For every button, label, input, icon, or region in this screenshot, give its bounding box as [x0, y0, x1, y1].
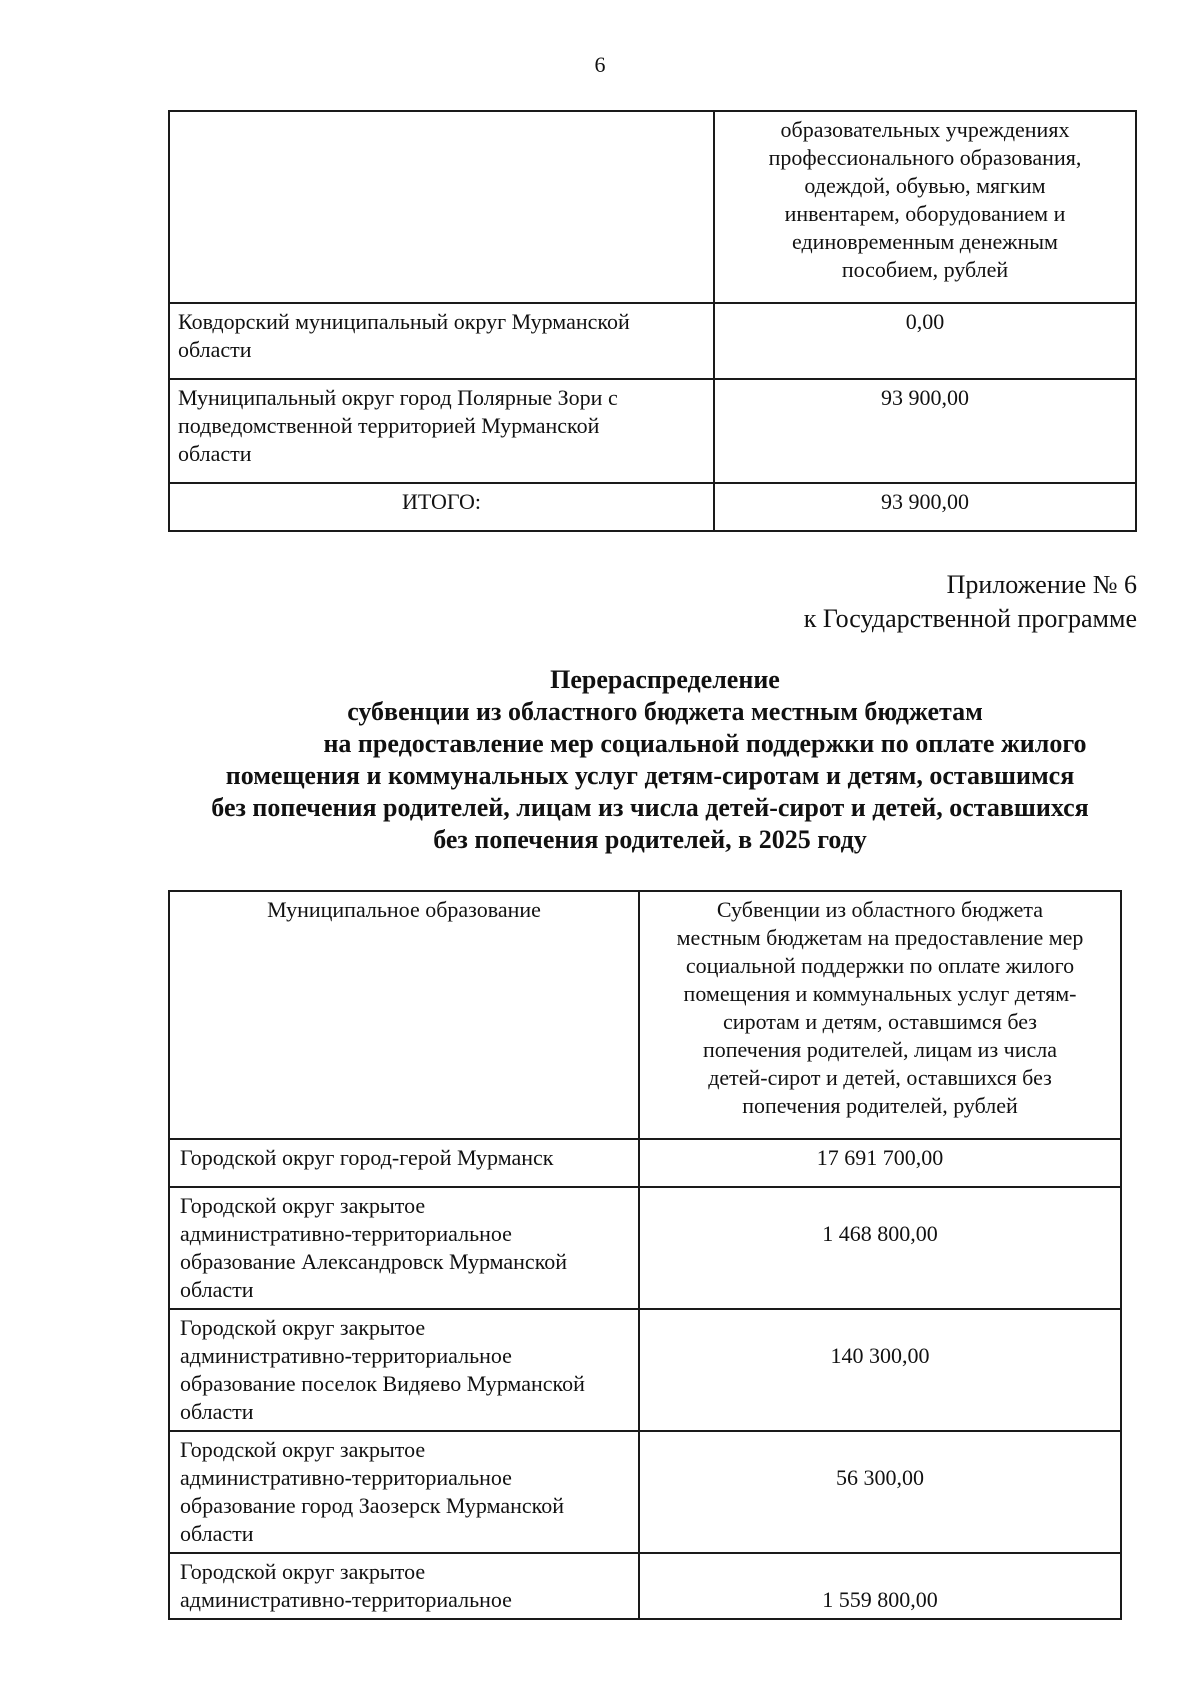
header-cell-continued	[714, 111, 1136, 303]
municipality-line: административно-территориальное	[180, 1587, 512, 1612]
municipality-line: Ковдорский муниципальный округ Мурманской	[178, 309, 630, 334]
amount-cell	[639, 1309, 1121, 1431]
table-row	[169, 1309, 1121, 1431]
municipality-line: области	[178, 441, 252, 466]
appendix-caption	[804, 568, 1137, 636]
header-line: детей-сирот и детей, оставшихся без	[708, 1065, 1052, 1090]
table-row	[169, 1187, 1121, 1309]
table-header-row	[169, 111, 1136, 303]
amount-value: 56 300,00	[836, 1465, 924, 1490]
title-line: на предоставление мер социальной поддержки по оплате жилого	[323, 729, 1087, 758]
total-value: 93 900,00	[714, 483, 1136, 531]
municipality-line: образование город Заозерск Мурманской	[180, 1493, 565, 1518]
table-header-row	[169, 891, 1121, 1139]
document-title	[150, 664, 1150, 856]
municipality-line: административно-территориальное	[180, 1343, 512, 1368]
municipality-line: области	[180, 1399, 254, 1424]
municipality-line: административно-территориальное	[180, 1221, 512, 1246]
table-row	[169, 1553, 1121, 1619]
municipality-line: Городской округ город-герой Мурманск	[180, 1145, 554, 1170]
title-line: Перераспределение	[550, 665, 780, 694]
municipality-line: области	[180, 1521, 254, 1546]
municipality-line: Городской округ закрытое	[180, 1437, 426, 1462]
header-line: пособием, рублей	[841, 257, 1009, 282]
amount-value: 140 300,00	[830, 1343, 930, 1368]
title-line: помещения и коммунальных услуг детям-сиротам и детям, оставшимся	[225, 761, 1075, 790]
total-label: ИТОГО:	[169, 483, 714, 531]
header-line: местным бюджетам на предоставление мер	[676, 925, 1084, 950]
municipality-line: Городской округ закрытое	[180, 1559, 426, 1584]
header-line: социальной поддержки по оплате жилого	[685, 953, 1075, 978]
page-number: 6	[594, 52, 606, 77]
municipality-cell	[169, 1309, 639, 1431]
municipality-line: области	[178, 337, 252, 362]
header-line: попечения родителей, рублей	[742, 1093, 1018, 1118]
amount-value: 1 468 800,00	[822, 1221, 938, 1246]
municipality-line: Городской округ закрытое	[180, 1315, 426, 1340]
table-row	[169, 303, 1136, 379]
header-line: образовательных учреждениях	[780, 117, 1070, 142]
title-line: без попечения родителей, в 2025 году	[433, 825, 867, 854]
municipality-cell	[169, 1431, 639, 1553]
appendix-reference: к Государственной программе	[803, 604, 1137, 633]
total-row	[169, 483, 1136, 531]
municipality-line: образование поселок Видяево Мурманской	[180, 1371, 585, 1396]
header-line: Субвенции из областного бюджета	[716, 897, 1044, 922]
header-line: помещения и коммунальных услуг детям-	[683, 981, 1077, 1006]
header-line: попечения родителей, лицам из числа	[702, 1037, 1057, 1062]
municipality-line: Муниципальный округ город Полярные Зори с	[178, 385, 618, 410]
municipality-line: Городской округ закрытое	[180, 1193, 426, 1218]
header-cell-empty	[169, 111, 714, 303]
table-row	[169, 379, 1136, 483]
amount-cell: 1 559 800,00	[639, 1553, 1121, 1619]
municipality-cell	[169, 303, 714, 379]
title-line: субвенции из областного бюджета местным бюджетам	[347, 697, 983, 726]
amount-cell: 93 900,00	[714, 379, 1136, 483]
title-line: без попечения родителей, лицам из числа детей-сирот и детей, оставшихся	[211, 793, 1089, 822]
municipality-cell	[169, 1139, 639, 1187]
table-row	[169, 1431, 1121, 1553]
header-line: профессионального образования,	[768, 145, 1082, 170]
amount-cell	[639, 1187, 1121, 1309]
municipality-cell	[169, 379, 714, 483]
municipality-cell	[169, 1187, 639, 1309]
header-line: единовременным денежным	[792, 229, 1058, 254]
header-subvention	[639, 891, 1121, 1139]
municipality-cell	[169, 1553, 639, 1619]
subvention-table-continued	[168, 110, 1137, 532]
subvention-table	[168, 890, 1122, 1620]
municipality-line: административно-территориальное	[180, 1465, 512, 1490]
appendix-number: Приложение № 6	[946, 570, 1137, 599]
header-municipality: Муниципальное образование	[169, 891, 639, 1139]
municipality-line: образование Александровск Мурманской	[180, 1249, 568, 1274]
amount-cell: 17 691 700,00	[639, 1139, 1121, 1187]
header-line: инвентарем, оборудованием и	[784, 201, 1066, 226]
municipality-line: области	[180, 1277, 254, 1302]
amount-cell	[639, 1431, 1121, 1553]
amount-cell: 0,00	[714, 303, 1136, 379]
municipality-line: подведомственной территорией Мурманской	[178, 413, 600, 438]
header-line: одеждой, обувью, мягким	[804, 173, 1046, 198]
table-row	[169, 1139, 1121, 1187]
header-line: сиротам и детям, оставшимся без	[723, 1009, 1037, 1034]
